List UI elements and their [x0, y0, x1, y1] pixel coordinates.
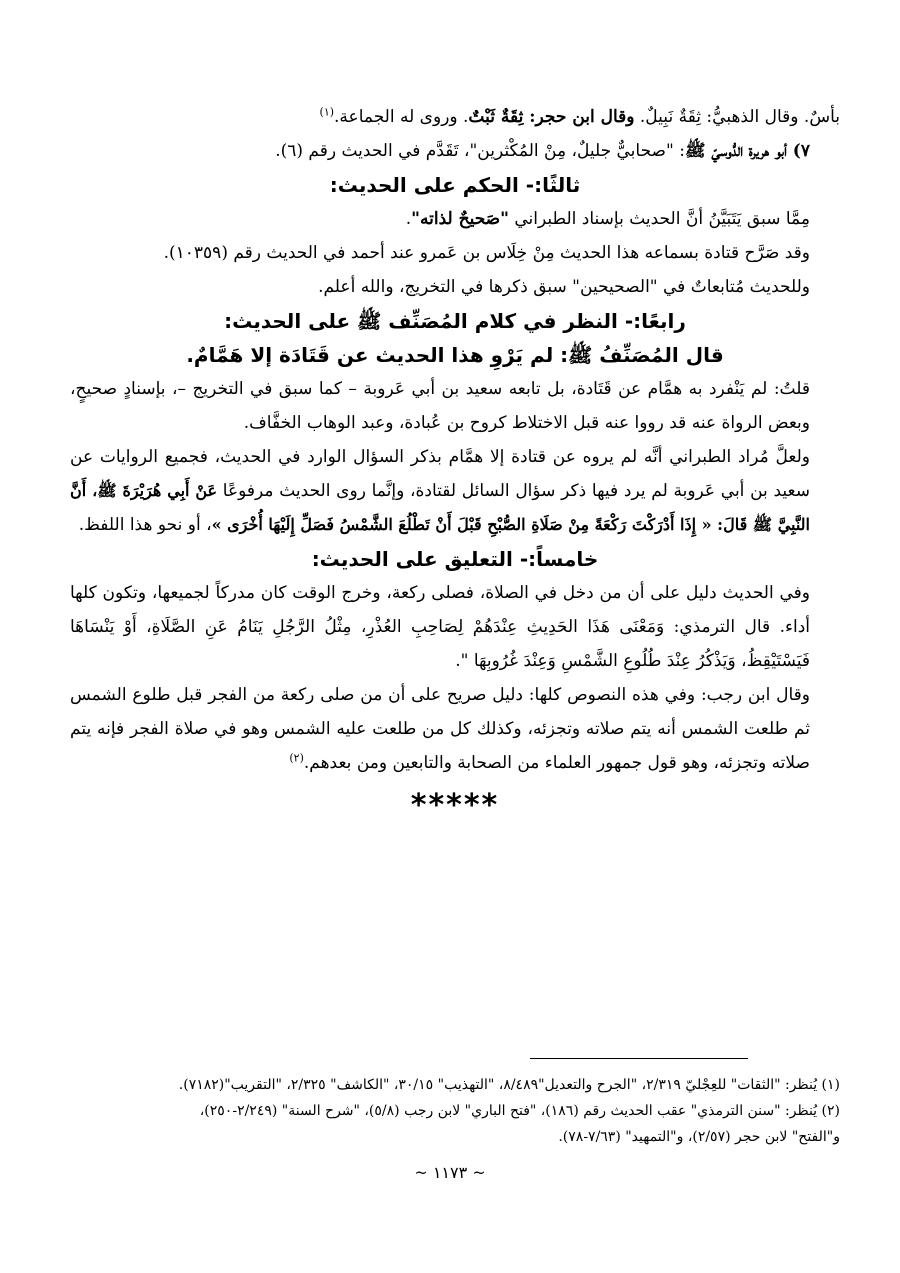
text: بأسٌ. وقال الذهبيُّ: ثِقَةٌ نَبِيلٌ. — [634, 107, 840, 127]
text-line: وللحديث مُتابعاتٌ في "الصحيحين" سبق ذكرها في التخريج، والله أعلم. — [318, 277, 810, 297]
text-line — [70, 202, 840, 236]
emphasis: وقال ابن حجر: ثِقَةٌ ثَبْتٌ — [468, 107, 635, 127]
section-heading: رابعًا:- النظر في كلام المُصَنِّف ﷺ على الحديث: — [224, 309, 686, 333]
footnote: و"الفتح" لابن حجر (٢/٥٧)، و"التمهيد" (٧/٦٣-٧٨). — [558, 1129, 840, 1145]
footnotes — [60, 1072, 840, 1150]
paragraph: قلتُ: لم يَنْفرد به همَّام عن قَتَادة، بل تابعه سعيد بن أبي عَروبة – كما سبق في التخريج –، بإسنادٍ صحيحٍ، وبعض الرواة عنه قد رووا عنه قبل الاختلاط كروح بن عُبادة، وعبد الوهاب الخفَّاف. — [70, 379, 810, 433]
text: وقال ابن رجب: وفي هذه النصوص كلها: دليل صريح على أن من صلى ركعة من الفجر قبل طلوع الشمس ثم طلعت الشمس أنه يتم صلاته وتجزئه، وكذلك كل من طلعت عليه الشمس وهو في صلاة الفجر فإنه يتم صلاته وتجزئه، وهو قول جمهور العلماء من الصحابة والتابعين ومن بعدهم. — [70, 685, 810, 773]
paragraph: وفي الحديث دليل على أن من دخل في الصلاة، فصلى ركعة، وخرج الوقت كان مدركاً لجميعها، وتكون كلها أداء. قال الترمذي: وَمَعْنَى هَذَا الحَدِيثِ عِنْدَهُمْ لِصَاحِبِ العُذْرِ، مِثْلُ الرَّجُلِ يَنَامُ عَنِ الصَّلَاةِ، أَوْ يَنْسَاهَا فَيَسْتَيْقِظُ، وَيَذْكُرُ عِنْدَ طُلُوعِ الشَّمْسِ وَعِنْدَ غُرُوبِهَا ". — [70, 583, 810, 671]
page-body — [70, 100, 840, 823]
footnote-ref: (٢) — [289, 751, 304, 765]
hadith-text: عَنْ أَبِي هُرَيْرَةَ ﷺ، أَنَّ النَّبِيَّ ﷺ قَالَ: « إِذَا أَدْرَكْتَ رَكْعَةً مِنْ صَلَاةِ الصُّبْحِ قَبْلَ أَنْ تَطْلُعَ الشَّمْسُ فَصَلِّ إِلَيْهَا أُخْرَى » — [70, 481, 810, 534]
footnote: (٢) يُنظر: "سنن الترمذي" عقب الحديث رقم (١٨٦)، "فتح الباري" لابن رجب (٥/٨)، "شرح السنة" (٢/٢٤٩-٢٥٠)، — [199, 1103, 840, 1119]
narrator-name: ٧) أبو هريرة الدُّوسيّ ﷺ — [684, 141, 810, 161]
footnote-ref: (١) — [319, 105, 335, 119]
text: ولعلَّ مُراد الطبراني أنَّه لم يروه عن قتادة إلا همَّام بذكر السؤال الوارد في الحديث، فجميع الروايات عن سعيد بن أبي عَروبة لم يرد فيها ذكر سؤال السائل لقتادة، وإنَّما روى الحديث مرفوعًا — [70, 447, 810, 501]
section-heading: ثالثًا:- الحكم على الحديث: — [329, 173, 581, 197]
text: : "صحابيٌّ جليلٌ، مِنْ المُكْثرين"، تَقَدَّم في الحديث رقم (٦). — [275, 141, 685, 161]
footnote: (١) يُنظر: "الثقات" للعِجْليّ ٢/٣١٩، "الجرح والتعديل"٨/٤٨٩، "التهذيب" ٣٠/١٥، "الكاشف" ٢/٣٢٥، "التقريب"(٧١٨٢). — [178, 1077, 840, 1093]
section-heading: خامساً:- التعليق على الحديث: — [311, 547, 599, 571]
text-line: وقد صَرَّح قتادة بسماعه هذا الحديث مِنْ خِلَاس بن عَمرو عند أحمد في الحديث رقم (١٠٣٥٩). — [163, 243, 810, 263]
narrator-line — [70, 134, 840, 168]
author-quote: قال المُصَنِّفُ ﷺ: لم يَرْوِ هذا الحديث عن قَتَادَة إلا هَمَّامٌ. — [186, 343, 724, 367]
text: . وروى له الجماعة. — [334, 107, 469, 127]
text: ، أو نحو هذا اللفظ. — [78, 515, 212, 535]
footnote-divider — [530, 1058, 748, 1059]
page-number: ~ ١١٧٣ ~ — [414, 1163, 486, 1182]
paragraph — [70, 678, 840, 780]
text-line — [70, 100, 840, 134]
text: . — [405, 209, 412, 229]
separator-stars: ***** — [410, 788, 500, 823]
paragraph — [70, 440, 840, 542]
emphasis: "صَحيحٌ لذاته" — [411, 209, 509, 229]
text: مِمَّا سبق يَتَبَيَّنُ أنَّ الحديث بإسناد الطبراني — [508, 209, 810, 229]
